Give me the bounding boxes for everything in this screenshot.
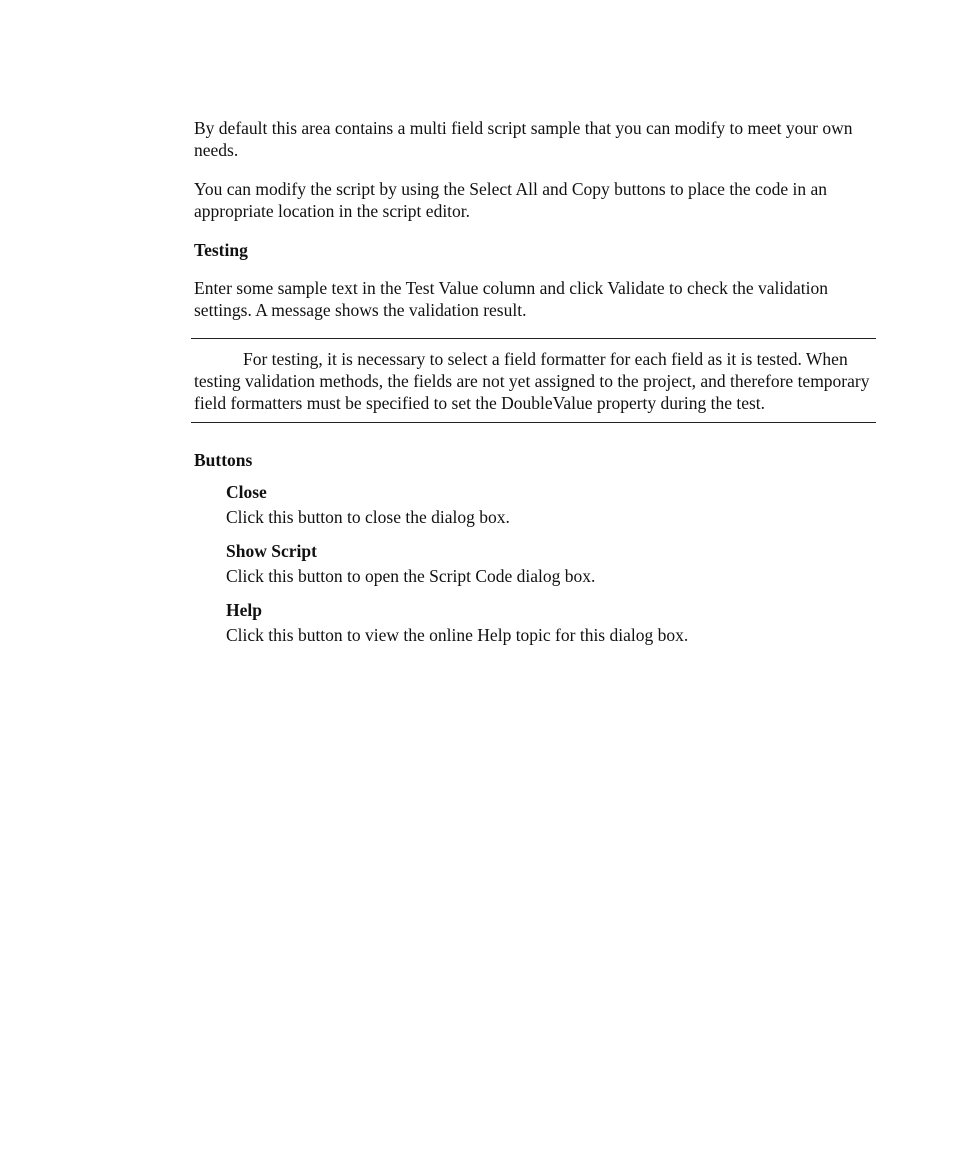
button-name-help: Help (226, 600, 262, 620)
button-entry-help (226, 599, 876, 646)
script-modify-paragraph: You can modify the script by using the Select All and Copy buttons to place the code in an appropriate location in the script editor. (194, 179, 827, 221)
button-description-help: Click this button to view the online Help topic for this dialog box. (226, 625, 689, 645)
button-name-close: Close (226, 482, 267, 502)
testing-paragraph: Enter some sample text in the Test Value column and click Validate to check the validation settings. A message shows the validation result. (194, 278, 828, 320)
button-description-show-script: Click this button to open the Script Code dialog box. (226, 566, 596, 586)
intro-paragraph: By default this area contains a multi field script sample that you can modify to meet your own needs. (194, 118, 853, 160)
button-description-close: Click this button to close the dialog box. (226, 507, 510, 527)
button-name-show-script: Show Script (226, 541, 317, 561)
note-text: For testing, it is necessary to select a field formatter for each field as it is tested. When testing validation methods, the fields are not yet assigned to the project, and therefore temporary field formatters must be specified to set the DoubleValue property during the test. (194, 349, 870, 413)
note-box (191, 338, 876, 423)
button-entry-close (226, 481, 876, 528)
document-content (194, 117, 876, 658)
button-entry-show-script (226, 540, 876, 587)
buttons-heading: Buttons (194, 450, 253, 470)
testing-heading: Testing (194, 240, 248, 260)
